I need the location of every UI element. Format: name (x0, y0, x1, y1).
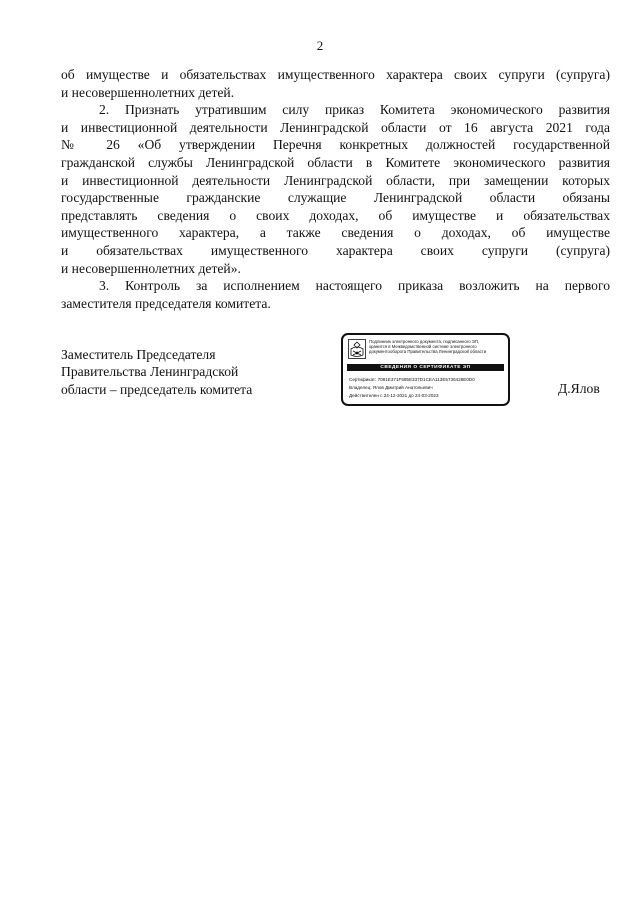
paragraph-2-line: 2. Признать утратившим силу приказ Комитета экономического развития (99, 102, 610, 118)
stamp-header-line: хранится в Межведомственной системе электронного (369, 344, 477, 350)
signatory-position (61, 346, 252, 398)
paragraph-3-line: 3. Контроль за исполнением настоящего приказа возложить на первого (99, 278, 610, 294)
signatory-position-line: области – председатель комитета (61, 381, 253, 397)
stamp-title-bar: СВЕДЕНИЯ О СЕРТИФИКАТЕ ЭП (347, 364, 504, 371)
stamp-header (369, 339, 509, 355)
stamp-header-line: Подлинник электронного документа, подписанного ЭП, (369, 339, 480, 344)
paragraph-2-line: и несовершеннолетних детей». (61, 260, 241, 276)
paragraph-2-line: и инвестиционной деятельности Ленинградской области от 16 августа 2021 года (61, 119, 610, 135)
certificate-owner: Владелец: Ялов Дмитрий Анатольевич (349, 385, 433, 390)
paragraph-1-line: и несовершеннолетних детей. (61, 84, 235, 100)
paragraph-2-line: и инвестиционной деятельности Ленинградской области, при замещении которых (61, 172, 610, 188)
stamp-details (349, 376, 509, 400)
certificate-validity: Действителен с 24-12-2021 до 24-03-2023 (349, 393, 439, 398)
signatory-position-line: Правительства Ленинградской (61, 364, 239, 380)
document-body (61, 66, 610, 312)
stamp-header-line: документооборота Правительства Ленинградской области (369, 349, 487, 355)
signatory-position-line: Заместитель Председателя (61, 347, 216, 362)
paragraph-2-line: № 26 «Об утверждении Перечня конкретных должностей государственной (61, 137, 610, 153)
paragraph-1-line: об имуществе и обязательствах имущественного характера своих супруги (супруга) (61, 67, 610, 82)
paragraph-2-line: гражданской службы Ленинградской области в Комитете экономического развития (61, 154, 610, 170)
paragraph-3-line: заместителя председателя комитета. (61, 295, 271, 311)
certificate-number: Сертификат: 7081E371F585E337D1CEA113E5736426E0D0 (349, 377, 475, 382)
signatory-name: Д.Ялов (558, 381, 600, 396)
page-number: 2 (316, 38, 324, 53)
paragraph-2-line: имущественного характера, а также сведения о доходах, об имуществе (61, 225, 610, 241)
paragraph-2-line: и обязательствах имущественного характера своих супруги (супруга) (61, 242, 610, 258)
paragraph-2-line: государственные гражданские служащие Ленинградской области обязаны (61, 190, 610, 206)
paragraph-2-line: представлять сведения о своих доходах, об имуществе и обязательствах (61, 207, 610, 223)
coat-of-arms-icon (348, 339, 366, 359)
electronic-signature-stamp (341, 333, 510, 406)
